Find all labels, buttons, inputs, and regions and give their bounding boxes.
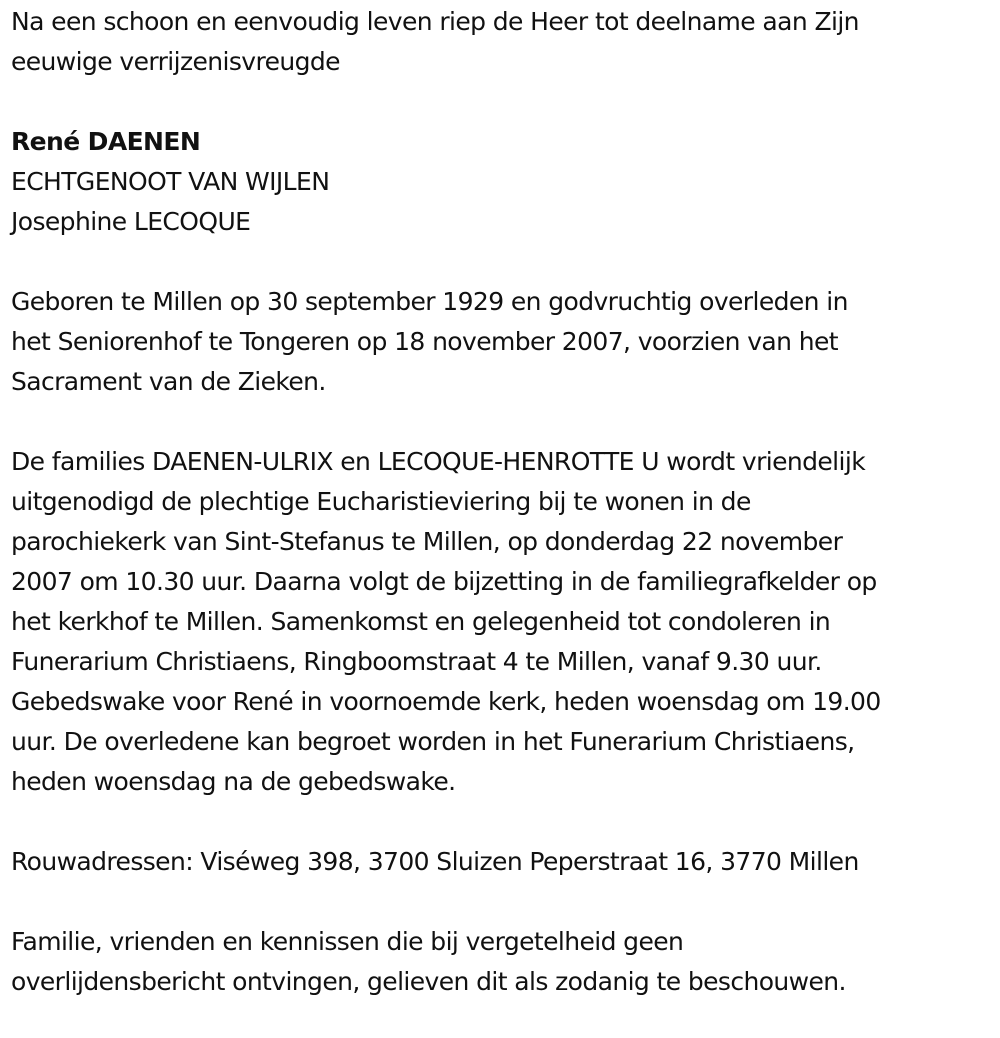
- mourning-addresses: Rouwadressen: Viséweg 398, 3700 Sluizen Peperstraat 16, 3770 Millen: [11, 847, 859, 876]
- intro-text: Na een schoon en eenvoudig leven riep de Heer tot deelname aan Zijn eeuwige verrijzenisvreugde: [11, 7, 859, 76]
- spacer: [11, 802, 991, 842]
- obituary-notice: [11, 2, 991, 1002]
- spouse-name: Josephine LECOQUE: [11, 207, 251, 236]
- spacer: [11, 82, 991, 122]
- spacer: [11, 882, 991, 922]
- ceremony-text: De families DAENEN-ULRIX en LECOQUE-HENROTTE U wordt vriendelijk uitgenodigd de plechtige Eucharistieviering bij te wonen in de parochiekerk van Sint-Stefanus te Millen, op donderdag 22 november 2007 om 10.30 uur. Daarna volgt de bijzetting in de familiegrafkelder op het kerkhof te Millen. Samenkomst en gelegenheid tot condoleren in Funerarium Christiaens, Ringboomstraat 4 te Millen, vanaf 9.30 uur. Gebedswake voor René in voornoemde kerk, heden woensdag om 19.00 uur. De overledene kan begroet worden in het Funerarium Christiaens, heden woensdag na de gebedswake.: [11, 447, 881, 796]
- relation-text: ECHTGENOOT VAN WIJLEN: [11, 167, 330, 196]
- deceased-name: René DAENEN: [11, 127, 201, 156]
- spacer: [11, 242, 991, 282]
- spacer: [11, 402, 991, 442]
- birth-death-text: Geboren te Millen op 30 september 1929 en godvruchtig overleden in het Seniorenhof te Tongeren op 18 november 2007, voorzien van het Sacrament van de Zieken.: [11, 287, 848, 396]
- closing-text: Familie, vrienden en kennissen die bij vergetelheid geen overlijdensbericht ontvingen, gelieven dit als zodanig te beschouwen.: [11, 927, 846, 996]
